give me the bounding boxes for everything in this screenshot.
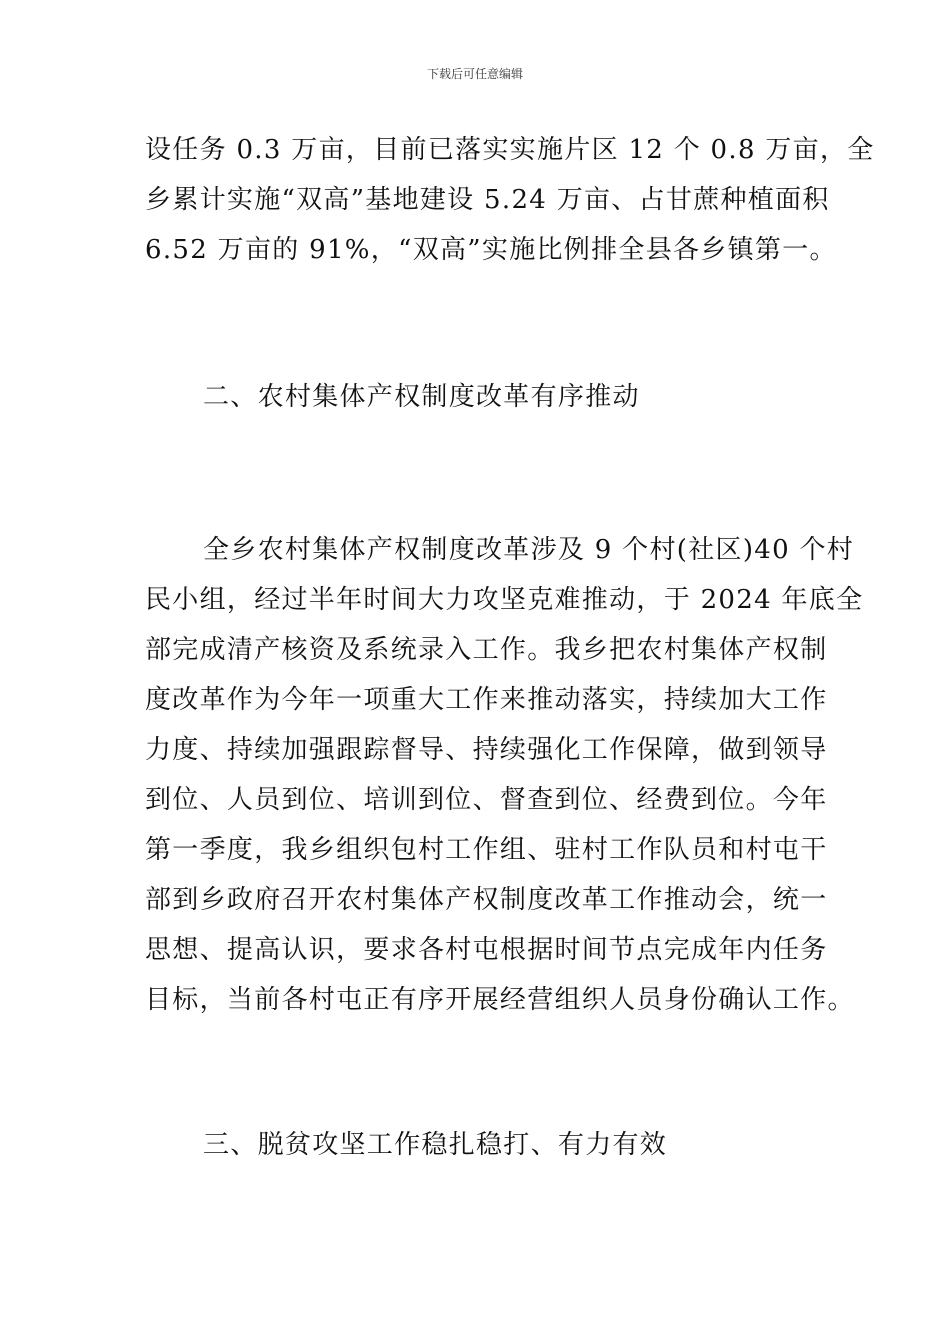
paragraph-line: 部完成清产核资及系统录入工作。我乡把农村集体产权制 [145,635,828,665]
section-heading-3: 三、脱贫攻坚工作稳扎稳打、有力有效 [203,1130,668,1160]
header-note: 下载后可任意编辑 [426,67,523,81]
paragraph-line: 力度、持续加强跟踪督导、持续强化工作保障，做到领导 [145,735,828,765]
paragraph-line: 全乡农村集体产权制度改革涉及 9 个村(社区)40 个村 [203,535,855,565]
paragraph-line: 第一季度，我乡组织包村工作组、驻村工作队员和村屯干 [145,835,828,865]
paragraph-line: 民小组，经过半年时间大力攻坚克难推动，于 2024 年底全 [145,585,864,615]
paragraph-line: 度改革作为今年一项重大工作来推动落实，持续加大工作 [145,685,828,715]
paragraph-line: 设任务 0.3 万亩，目前已落实实施片区 12 个 0.8 万亩，全 [145,135,875,165]
paragraph-line: 到位、人员到位、培训到位、督查到位、经费到位。今年 [145,785,828,815]
paragraph-line: 思想、提高认识，要求各村屯根据时间节点完成年内任务 [145,935,828,965]
paragraph-line: 6.52 万亩的 91%，“双高”实施比例排全县各乡镇第一。 [145,235,837,265]
section-heading-2: 二、农村集体产权制度改革有序推动 [203,382,640,412]
paragraph-line: 部到乡政府召开农村集体产权制度改革工作推动会，统一 [145,885,828,915]
paragraph-line: 目标，当前各村屯正有序开展经营组织人员身份确认工作。 [145,985,855,1015]
paragraph-line: 乡累计实施“双高”基地建设 5.24 万亩、占甘蔗种植面积 [145,185,830,215]
